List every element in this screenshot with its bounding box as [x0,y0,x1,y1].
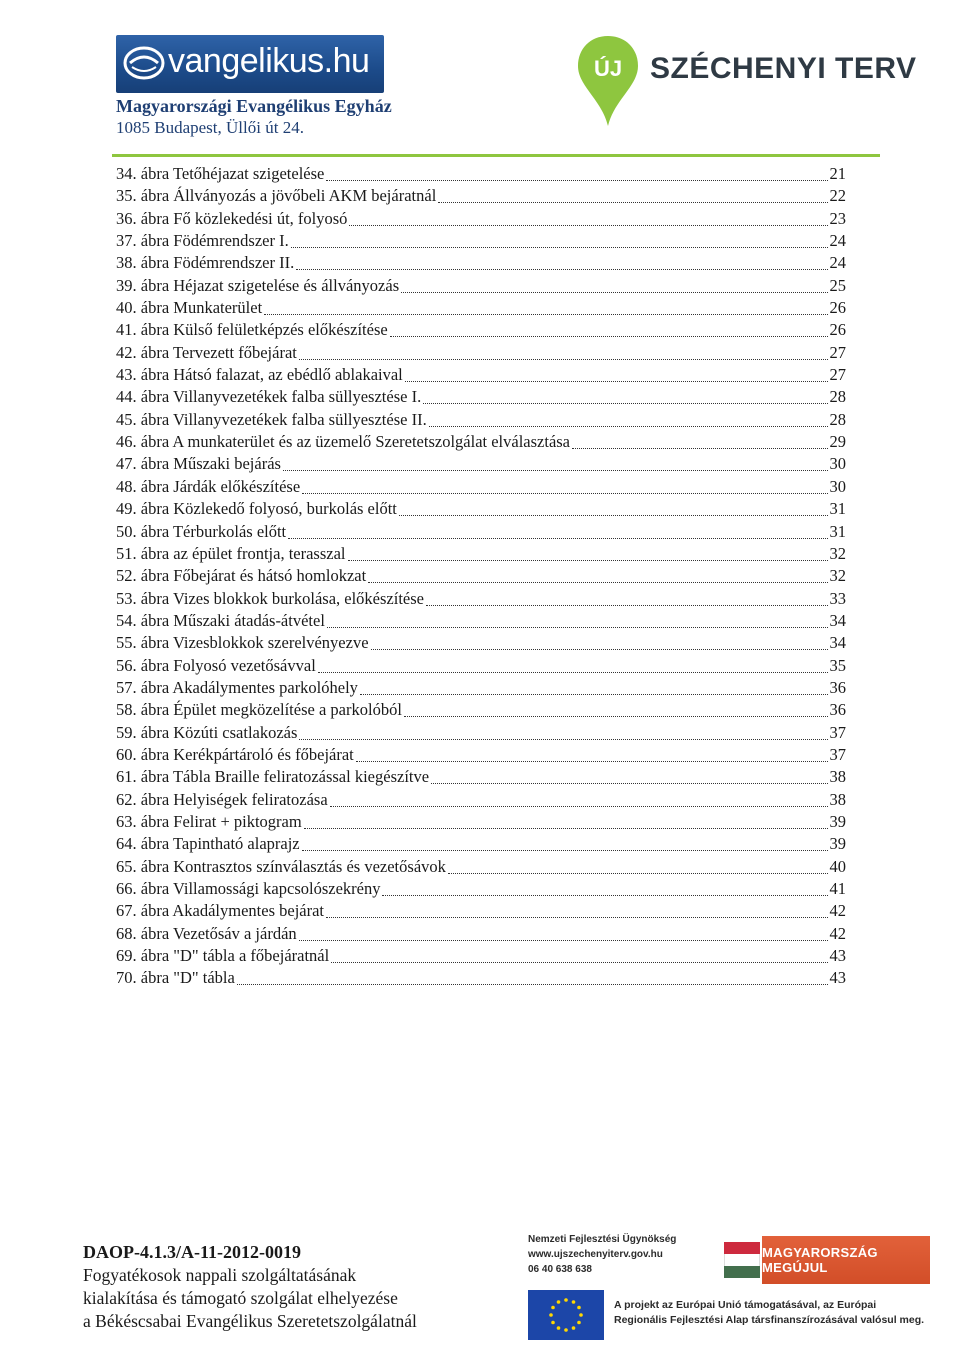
figure-title: 44. ábra Villanyvezetékek falba süllyesztése I. [116,387,422,407]
project-info [83,1240,503,1333]
figure-title: 69. ábra "D" tábla a főbejáratnál [116,946,330,966]
page-number: 43 [829,946,846,966]
page-number: 24 [829,231,846,251]
eu-star-icon [564,1298,568,1302]
figure-list-item[interactable] [116,878,846,900]
page-number: 40 [829,856,846,876]
map-pin-icon [576,34,640,128]
project-code: DAOP-4.1.3/A-11-2012-0019 [83,1242,301,1262]
eu-star-icon [557,1326,561,1330]
figure-title: 43. ábra Hátsó falazat, az ebédlő ablakaival [116,365,403,385]
dot-leader [390,323,828,337]
figure-list-item[interactable] [116,521,846,543]
figure-list-item[interactable] [116,789,846,811]
szechenyi-terv-text: SZÉCHENYI TERV [650,52,917,85]
figure-list-item[interactable] [116,610,846,632]
page-number: 42 [829,901,846,921]
dot-leader [283,457,828,471]
figure-title: 47. ábra Műszaki bejárás [116,454,281,474]
funding-logos [528,1230,938,1340]
eu-funding-line: Regionális Fejlesztési Alap társfinanszírozásával valósul meg. [614,1314,925,1326]
project-title-line: a Békéscsabai Evangélikus Szeretetszolgálatnál [83,1311,417,1331]
page-number: 42 [829,923,846,943]
figure-title: 64. ábra Tapintható alaprajz [116,834,300,854]
magyarorszag-megujul-banner: MAGYARORSZÁG MEGÚJUL [762,1236,930,1284]
figure-title: 39. ábra Héjazat szigetelése és állványozás [116,275,400,295]
agency-url: www.ujszechenyiterv.gov.hu [528,1249,663,1260]
figure-list-item[interactable] [116,900,846,922]
project-title-line: kialakítása és támogató szolgálat elhelyezése [83,1288,398,1308]
dot-leader [426,592,828,606]
dot-leader [423,390,827,404]
page-number: 27 [829,365,846,385]
figure-title: 37. ábra Födémrendszer I. [116,231,289,251]
dot-leader [304,815,828,829]
figure-list-item[interactable] [116,498,846,520]
figure-title: 40. ábra Munkaterület [116,298,263,318]
eu-funding-text [614,1298,944,1328]
figure-title: 35. ábra Állványozás a jövőbeli AKM bejáratnál [116,186,437,206]
dot-leader [299,346,828,360]
header-divider [112,154,880,157]
page-number: 35 [829,655,846,675]
dot-leader [348,547,828,561]
figure-title: 54. ábra Műszaki átadás-átvétel [116,610,325,630]
figure-title: 41. ábra Külső felületképzés előkészítése [116,320,388,340]
dot-leader [356,748,828,762]
figure-list-item[interactable] [116,230,846,252]
dot-leader [405,368,828,382]
figure-list-item[interactable] [116,811,846,833]
dot-leader [302,837,828,851]
figure-list-item[interactable] [116,699,846,721]
dot-leader [368,569,827,583]
page-number: 26 [829,298,846,318]
figure-list-item[interactable] [116,923,846,945]
dot-leader [291,234,828,248]
figure-list-item[interactable] [116,319,846,341]
figure-title: 58. ábra Épület megközelítése a parkolóból [116,700,402,720]
figure-title: 49. ábra Közlekedő folyosó, burkolás előtt [116,499,397,519]
figure-title: 34. ábra Tetőhéjazat szigetelése [116,164,325,183]
pin-label: ÚJ [593,56,623,81]
dot-leader [382,882,827,896]
agency-phone: 06 40 638 638 [528,1264,592,1275]
agency-name: Nemzeti Fejlesztési Ügynökség [528,1234,677,1245]
figure-title: 50. ábra Térburkolás előtt [116,521,287,541]
figure-list-item[interactable] [116,655,846,677]
page-header [0,0,960,160]
page-number: 23 [829,208,846,228]
figure-list-item[interactable] [116,297,846,319]
dot-leader [331,949,827,963]
page-number: 36 [829,677,846,697]
page-number: 31 [829,521,846,541]
logo-text: vangelikus.hu [168,42,370,80]
figure-title: 62. ábra Helyiségek feliratozása [116,789,328,809]
figure-title: 65. ábra Kontrasztos színválasztás és vezetősávok [116,856,446,876]
swirl-icon [122,41,166,85]
list-of-figures [116,163,846,990]
page-number: 41 [829,879,846,898]
figure-list-item[interactable] [116,386,846,408]
dot-leader [371,636,828,650]
figure-title: 66. ábra Villamossági kapcsolószekrény [116,879,381,898]
page-number: 22 [829,186,846,206]
eu-flag-icon [528,1290,604,1340]
figure-title: 45. ábra Villanyvezetékek falba süllyesztése II. [116,409,427,429]
dot-leader [302,480,827,494]
dot-leader [299,726,827,740]
eu-star-icon [577,1306,581,1310]
figure-list-item[interactable] [116,275,846,297]
page-number: 37 [829,744,846,764]
figure-list-item[interactable] [116,766,846,788]
eu-funding-line: A projekt az Európai Unió támogatásával, az Európai [614,1299,877,1311]
dot-leader [318,659,828,673]
page-number: 34 [829,610,846,630]
figure-list-item[interactable] [116,945,846,967]
page-number: 26 [829,320,846,340]
figure-title: 70. ábra "D" tábla [116,968,235,988]
page-number: 39 [829,811,846,831]
figure-list-item[interactable] [116,342,846,364]
dot-leader [327,614,828,628]
figure-list-item[interactable] [116,856,846,878]
figure-list-item[interactable] [116,252,846,274]
page-number: 32 [829,566,846,586]
figure-list-item[interactable] [116,163,846,185]
dot-leader [429,413,828,427]
organization-address: 1085 Budapest, Üllői út 24. [116,118,304,137]
eu-star-icon [572,1326,576,1330]
figure-title: 67. ábra Akadálymentes bejárat [116,901,324,921]
page-number: 38 [829,767,846,787]
figure-list-item[interactable] [116,208,846,230]
figure-title: 55. ábra Vizesblokkok szerelvényezve [116,633,369,653]
eu-star-icon [572,1300,576,1304]
figure-list-item[interactable] [116,588,846,610]
eu-star-icon [557,1300,561,1304]
figure-list-item[interactable] [116,364,846,386]
eu-star-icon [579,1313,583,1317]
dot-leader [326,904,828,918]
figure-title: 48. ábra Járdák előkészítése [116,476,301,496]
figure-list-item[interactable] [116,744,846,766]
figure-title: 38. ábra Födémrendszer II. [116,253,295,273]
figure-list-item[interactable] [116,722,846,744]
figure-title: 51. ábra az épület frontja, terasszal [116,543,346,563]
figure-list-item[interactable] [116,409,846,431]
page-number: 27 [829,342,846,362]
page-number: 30 [829,476,846,496]
dot-leader [237,971,828,985]
figure-title: 68. ábra Vezetősáv a járdán [116,923,297,943]
figure-list-item[interactable] [116,543,846,565]
dot-leader [438,189,827,203]
page-number: 24 [829,253,846,273]
dot-leader [296,256,827,270]
eu-star-icon [551,1321,555,1325]
dot-leader [326,167,827,181]
page-number: 38 [829,789,846,809]
page-number: 30 [829,454,846,474]
figure-list-item[interactable] [116,833,846,855]
figure-title: 56. ábra Folyosó vezetősávval [116,655,316,675]
agency-info [528,1232,676,1277]
page-number: 28 [829,409,846,429]
page-number: 28 [829,387,846,407]
page-number: 37 [829,722,846,742]
figure-list-item[interactable] [116,632,846,654]
figure-list-item[interactable] [116,185,846,207]
eu-star-icon [551,1306,555,1310]
figure-title: 53. ábra Vizes blokkok burkolása, előkészítése [116,588,424,608]
dot-leader [330,793,828,807]
figure-list-item[interactable] [116,565,846,587]
hungarian-flag-icon [724,1242,760,1278]
dot-leader [299,927,828,941]
eu-star-icon [564,1328,568,1332]
dot-leader [399,502,828,516]
figure-list-item[interactable] [116,453,846,475]
figure-list-item[interactable] [116,431,846,453]
page-number: 25 [829,275,846,295]
figure-title: 59. ábra Közúti csatlakozás [116,722,298,742]
figure-title: 57. ábra Akadálymentes parkolóhely [116,677,358,697]
page-number: 39 [829,834,846,854]
szechenyi-terv-logo [576,34,917,130]
page-number: 29 [829,432,846,452]
figure-list-item[interactable] [116,476,846,498]
project-title-line: Fogyatékosok nappali szolgáltatásának [83,1265,357,1285]
page-number: 33 [829,588,846,608]
dot-leader [404,703,828,717]
page-number: 31 [829,499,846,519]
dot-leader [264,301,827,315]
eu-star-icon [577,1321,581,1325]
page-number: 21 [829,164,846,183]
figure-list-item[interactable] [116,967,846,989]
dot-leader [401,279,827,293]
dot-leader [431,770,827,784]
figure-title: 42. ábra Tervezett főbejárat [116,342,297,362]
figure-title: 36. ábra Fő közlekedési út, folyosó [116,208,348,228]
figure-title: 61. ábra Tábla Braille feliratozással kiegészítve [116,767,430,787]
dot-leader [288,525,827,539]
page-number: 36 [829,700,846,720]
page-number: 32 [829,543,846,563]
page-number: 43 [829,968,846,988]
figure-title: 63. ábra Felirat + piktogram [116,811,302,831]
organization-name: Magyarországi Evangélikus Egyház [116,96,392,116]
figure-title: 60. ábra Kerékpártároló és főbejárat [116,744,354,764]
figure-list-item[interactable] [116,677,846,699]
dot-leader [448,860,828,874]
dot-leader [572,435,827,449]
page-number: 34 [829,633,846,653]
dot-leader [360,681,828,695]
dot-leader [349,212,827,226]
evangelikus-logo [116,35,384,93]
eu-star-icon [549,1313,553,1317]
figure-title: 46. ábra A munkaterület és az üzemelő Szeretetszolgálat elválasztása [116,432,571,452]
figure-title: 52. ábra Főbejárat és hátsó homlokzat [116,566,367,586]
